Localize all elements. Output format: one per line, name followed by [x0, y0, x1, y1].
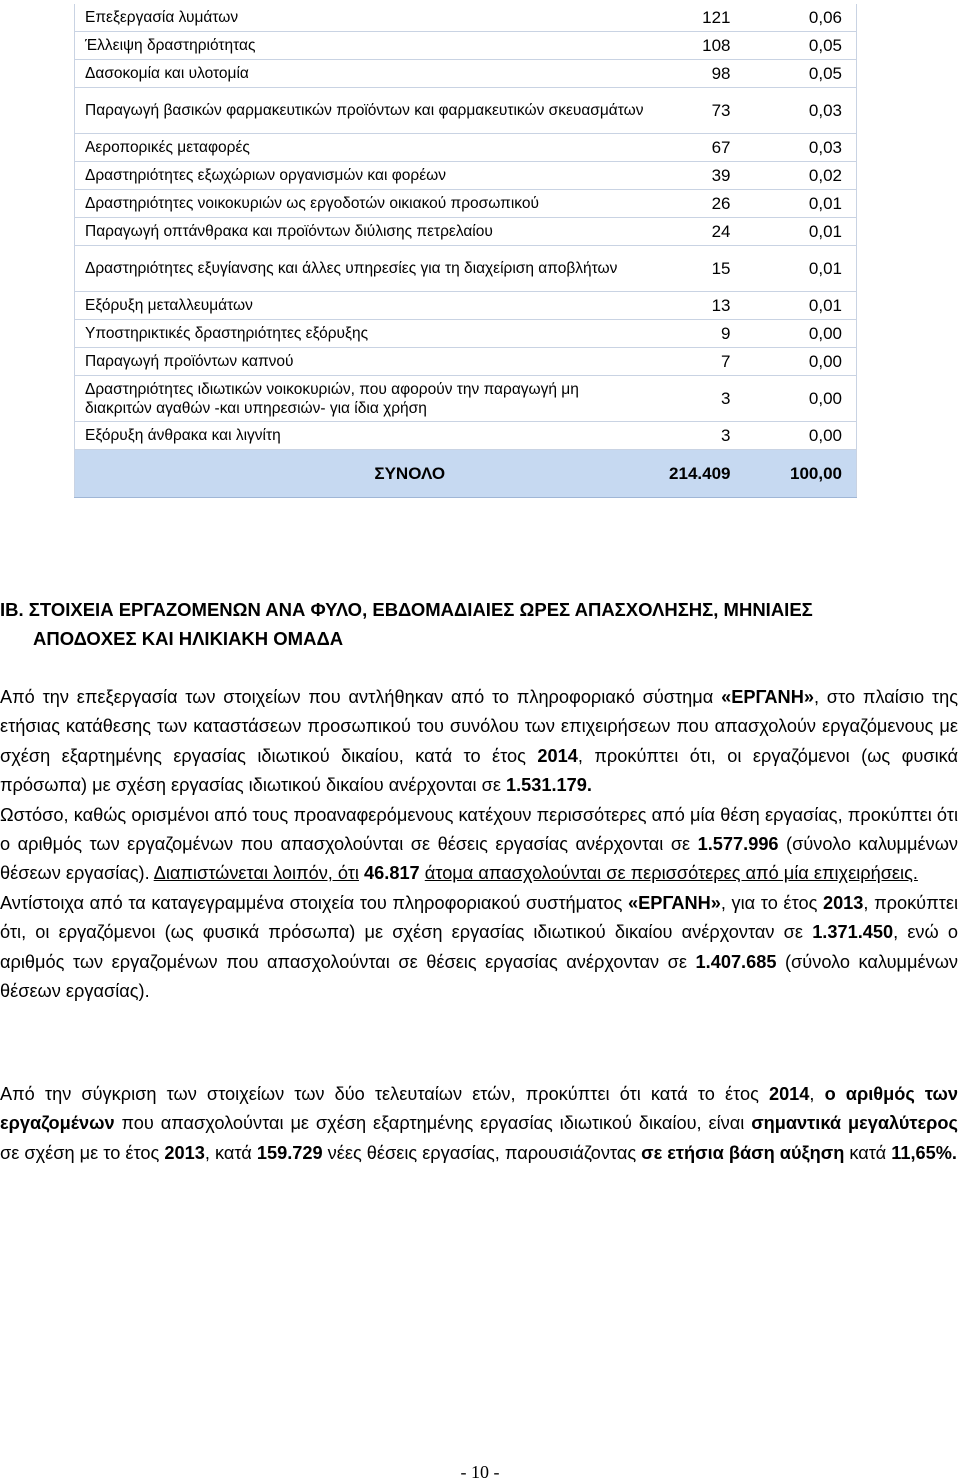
- underlined-text: Διαπιστώνεται λοιπόν, ότι: [153, 863, 359, 884]
- bold-text: ο αριθμός των εργαζομένων: [0, 1084, 958, 1134]
- text-segment: , προκύπτει ότι, οι εργαζόμενοι (ως φυσικά πρόσωπα) με σχέση εργασίας ιδιωτικού δικαίου ανέρχονταν σε: [0, 892, 959, 943]
- section-heading-line1: ΙΒ. ΣΤΟΙΧΕΙΑ ΕΡΓΑΖΟΜΕΝΩΝ ΑΝΑ ΦΥΛΟ, ΕΒΔΟΜΑΔΙΑΙΕΣ ΩΡΕΣ ΑΠΑΣΧΟΛΗΣΗΣ, ΜΗΝΙΑΙΕΣ: [0, 599, 813, 620]
- text-segment: νέες θέσεις εργασίας, παρουσιάζοντας: [322, 1142, 642, 1163]
- paragraph-ergani-2013: [0, 889, 958, 1007]
- text-segment: , ενώ ο αριθμός των εργαζομένων που απασχολούνται σε θέσεις εργασίας ανέρχονταν σε: [0, 922, 958, 972]
- text-segment: , προκύπτει ότι, οι εργαζόμενοι (ως φυσικά πρόσωπα) με σχέση εργασίας ιδιωτικού δικαίου ανέρχονται σε: [0, 745, 958, 796]
- sector-label: Εξόρυξη μεταλλευμάτων: [75, 292, 651, 320]
- sector-percent: 0,00: [747, 320, 857, 348]
- text-segment: (σύνολο καλυμμένων θέσεων εργασίας).: [0, 834, 959, 884]
- paragraph-multiple-jobs: [0, 801, 958, 889]
- table-row: [75, 4, 857, 32]
- total-percent: 100,00: [747, 450, 857, 498]
- sector-label: Αεροπορικές μεταφορές: [75, 134, 651, 162]
- sector-count: 7: [651, 348, 747, 376]
- sector-percent: 0,06: [747, 4, 857, 32]
- section-heading-line2: ΑΠΟΔΟΧΕΣ ΚΑΙ ΗΛΙΚΙΑΚΗ ΟΜΑΔΑ: [33, 628, 344, 649]
- text-segment: σε σχέση με το έτος: [0, 1142, 165, 1163]
- sector-label: Υποστηρικτικές δραστηριότητες εξόρυξης: [75, 320, 651, 348]
- sector-employment-table: [74, 4, 857, 498]
- text-segment: κατά: [844, 1142, 892, 1163]
- bold-text: 2014: [768, 1084, 810, 1104]
- text-segment: , στο πλαίσιο της ετήσιας κατάθεσης των καταστάσεων προσωπικού του συνόλου των επιχειρήσεων που απασχολούν εργαζόμενους με σχέση εξαρτημένης εργασίας ιδιωτικού δικαίου, κατά το έτος: [0, 687, 958, 766]
- bold-text: 11,65%.: [891, 1142, 957, 1163]
- body-text: [0, 683, 958, 1006]
- table-row: [75, 32, 857, 60]
- text-segment: Ωστόσο, καθώς ορισμένοι από τους προαναφερόμενους κατέχουν περισσότερες από μία θέση εργασίας, προκύπτει ότι ο αριθμός των εργαζομένων που απασχολούνται σε θέσεις εργασίας ανέρχονται σε: [0, 804, 958, 855]
- sector-percent: 0,01: [747, 218, 857, 246]
- bold-text: 2013: [164, 1142, 205, 1163]
- bold-text: σημαντικά μεγαλύτερος: [751, 1113, 958, 1134]
- sector-percent: 0,01: [747, 246, 857, 292]
- table-row: [75, 88, 857, 134]
- total-count: 214.409: [651, 450, 747, 498]
- table-row: [75, 60, 857, 88]
- sector-percent: 0,02: [747, 162, 857, 190]
- table-row: [75, 292, 857, 320]
- text-segment: που απασχολούνται με σχέση εξαρτημένης εργασίας ιδιωτικού δικαίου, είναι: [114, 1113, 752, 1134]
- sector-label: Παραγωγή οπτάνθρακα και προϊόντων διύλισης πετρελαίου: [75, 218, 651, 246]
- sector-percent: 0,05: [747, 32, 857, 60]
- sector-count: 13: [651, 292, 747, 320]
- text-segment: , κατά: [204, 1142, 257, 1163]
- underlined-text: άτομα απασχολούνται σε περισσότερες από μία επιχειρήσεις.: [424, 863, 918, 884]
- text-segment: Αντίστοιχα από τα καταγεγραμμένα στοιχεία του πληροφοριακού συστήματος: [0, 892, 629, 913]
- bold-text: «ΕΡΓΑΝΗ»: [628, 892, 721, 913]
- bold-text: 2013: [822, 892, 864, 913]
- table-row: [75, 134, 857, 162]
- bold-text: 46.817: [364, 863, 420, 884]
- bold-text: 1.407.685: [695, 951, 777, 972]
- text-segment: ,: [809, 1084, 825, 1104]
- text-segment: , για το έτος: [720, 892, 823, 913]
- paragraph-comparison: [0, 1080, 958, 1168]
- total-row: [75, 450, 857, 498]
- text-segment: Από την επεξεργασία των στοιχείων που αντλήθηκαν από το πληροφοριακό σύστημα: [0, 687, 722, 707]
- sector-percent: 0,00: [747, 422, 857, 450]
- total-label: ΣΥΝΟΛΟ: [75, 450, 651, 498]
- sector-label: Δραστηριότητες εξωχώριων οργανισμών και φορέων: [75, 162, 651, 190]
- sector-percent: 0,03: [747, 88, 857, 134]
- sector-percent: 0,05: [747, 60, 857, 88]
- table-row: [75, 320, 857, 348]
- sector-label: Παραγωγή βασικών φαρμακευτικών προϊόντων και φαρμακευτικών σκευασμάτων: [75, 88, 651, 134]
- sector-count: 3: [651, 422, 747, 450]
- bold-text: σε ετήσια βάση αύξηση: [641, 1142, 845, 1163]
- table-row: [75, 376, 857, 422]
- sector-percent: 0,00: [747, 376, 857, 422]
- body-text-comparison: [0, 1080, 958, 1168]
- sector-count: 67: [651, 134, 747, 162]
- table-row: [75, 218, 857, 246]
- sector-count: 24: [651, 218, 747, 246]
- table-row: [75, 348, 857, 376]
- bold-text: «ΕΡΓΑΝΗ»: [721, 687, 814, 707]
- sector-label: Παραγωγή προϊόντων καπνού: [75, 348, 651, 376]
- table-row: [75, 422, 857, 450]
- section-heading: [0, 595, 920, 653]
- sector-label: Δραστηριότητες ιδιωτικών νοικοκυριών, που αφορούν την παραγωγή μη διακριτών αγαθών -και υπηρεσιών- για ίδια χρήση: [75, 376, 651, 422]
- sector-label: Εξόρυξη άνθρακα και λιγνίτη: [75, 422, 651, 450]
- sector-label: Δασοκομία και υλοτομία: [75, 60, 651, 88]
- sector-count: 26: [651, 190, 747, 218]
- sector-count: 3: [651, 376, 747, 422]
- table-row: [75, 162, 857, 190]
- text-segment: Από την σύγκριση των στοιχείων των δύο τελευταίων ετών, προκύπτει ότι κατά το έτος: [0, 1084, 769, 1104]
- paragraph-ergani-2014: [0, 683, 958, 801]
- bold-text: 159.729: [256, 1142, 323, 1163]
- table-row: [75, 190, 857, 218]
- page-number: - 10 -: [460, 1462, 500, 1482]
- table-row: [75, 246, 857, 292]
- sector-count: 15: [651, 246, 747, 292]
- sector-count: 39: [651, 162, 747, 190]
- sector-count: 121: [651, 4, 747, 32]
- sector-percent: 0,00: [747, 348, 857, 376]
- sector-count: 73: [651, 88, 747, 134]
- sector-percent: 0,01: [747, 292, 857, 320]
- sector-label: Δραστηριότητες νοικοκυριών ως εργοδοτών οικιακού προσωπικού: [75, 190, 651, 218]
- sector-percent: 0,03: [747, 134, 857, 162]
- bold-text: 2014: [537, 745, 578, 766]
- bold-text: 1.531.179.: [505, 775, 592, 796]
- sector-label: Έλλειψη δραστηριότητας: [75, 32, 651, 60]
- sector-label: Δραστηριότητες εξυγίανσης και άλλες υπηρεσίες για τη διαχείριση αποβλήτων: [75, 246, 651, 292]
- text-segment: (σύνολο καλυμμένων θέσεων εργασίας).: [0, 951, 958, 1002]
- bold-text: 1.577.996: [697, 834, 779, 855]
- bold-text: 1.371.450: [812, 922, 894, 943]
- sector-label: Επεξεργασία λυμάτων: [75, 4, 651, 32]
- sector-count: 108: [651, 32, 747, 60]
- sector-percent: 0,01: [747, 190, 857, 218]
- sector-count: 9: [651, 320, 747, 348]
- sector-count: 98: [651, 60, 747, 88]
